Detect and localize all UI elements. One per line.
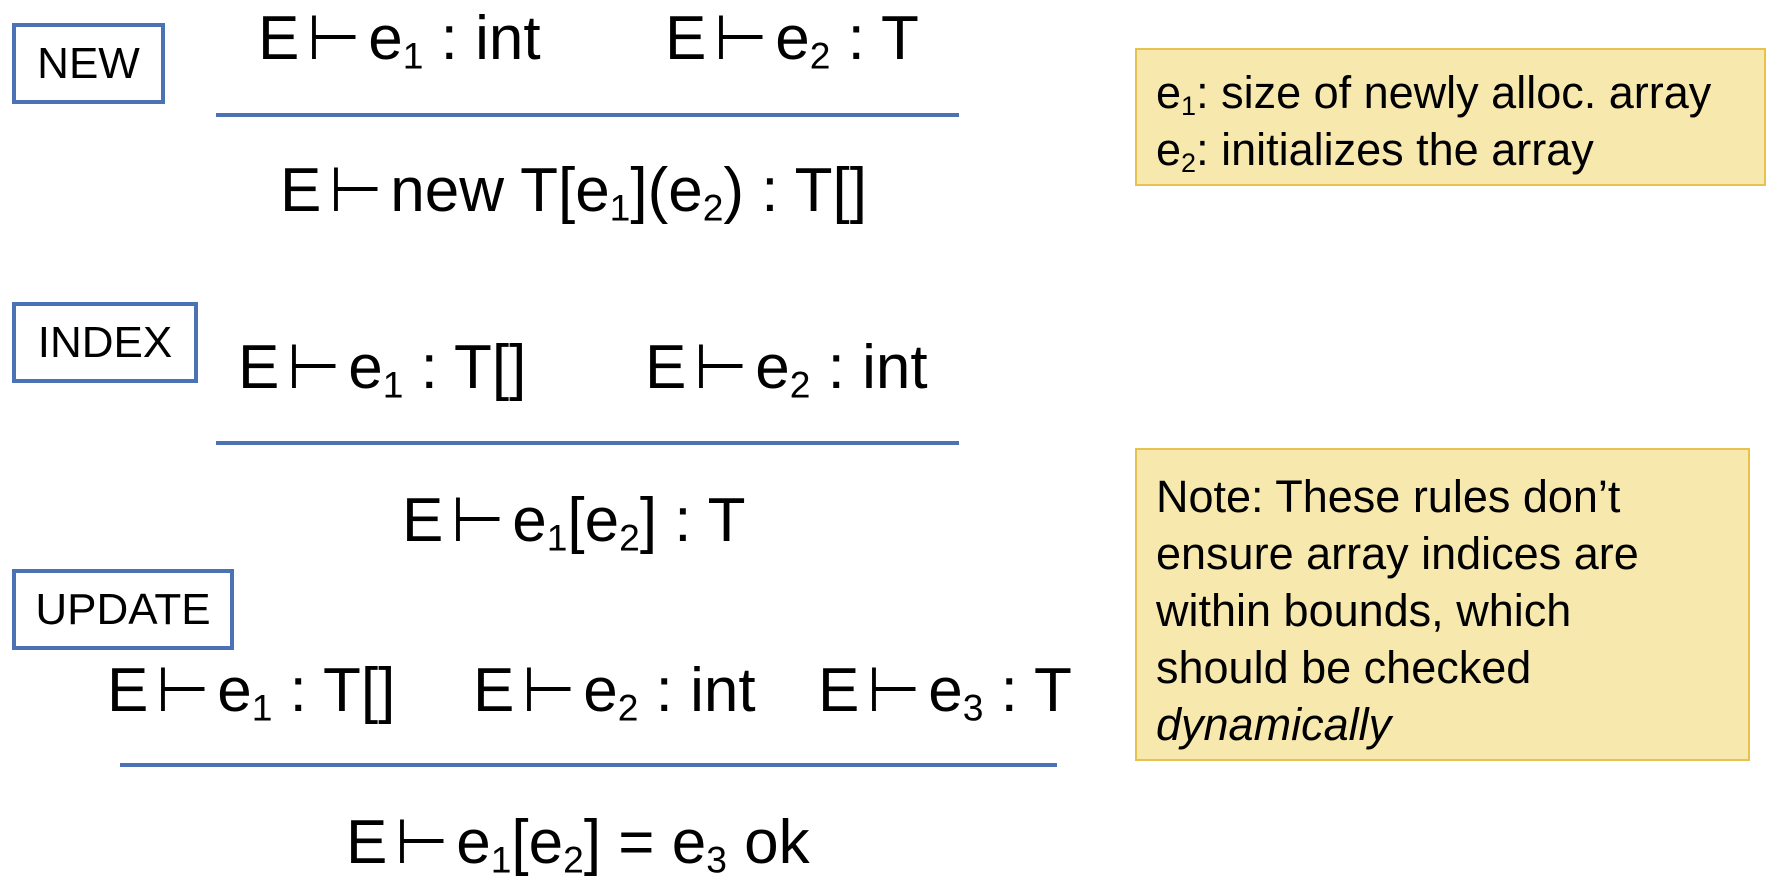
new-premise-2: E ⊢ $e_2$ : T xyxy=(665,4,919,77)
note-bounds-line-2: ensure array indices are xyxy=(1156,528,1639,579)
new-premise-1: E ⊢ $e_1$ : int xyxy=(258,4,541,77)
note-bounds-line-4: should be checked xyxy=(1156,642,1532,693)
note-bounds-line-3: within bounds, which xyxy=(1156,585,1572,636)
update-premise-2: E ⊢ $e_2$ : int xyxy=(473,656,756,729)
note-bounds-line-5: dynamically xyxy=(1156,699,1392,750)
note-e1-line: $e_1$: size of newly alloc. array xyxy=(1156,67,1712,121)
update-premise-1: E ⊢ $e_1$ : T[] xyxy=(107,656,396,729)
new-rule-line xyxy=(216,113,959,117)
update-premise-3: E ⊢ $e_3$ : T xyxy=(818,656,1072,729)
rule-label-update: UPDATE xyxy=(12,569,234,650)
new-conclusion: E ⊢ new $T[e_1](e_2)$ : T[] xyxy=(280,156,867,229)
index-premise-1: E ⊢ $e_1$ : T[] xyxy=(238,333,527,406)
index-rule-line xyxy=(216,441,959,445)
rule-label-new: NEW xyxy=(12,23,165,104)
note-bounds-line-1: Note: These rules don’t xyxy=(1156,471,1621,522)
note-array-args xyxy=(1135,48,1766,186)
update-conclusion: E ⊢ $e_1[e_2] = e_3$ ok xyxy=(346,808,810,881)
index-conclusion: E ⊢ $e_1[e_2]$ : T xyxy=(402,486,746,559)
rule-label-index: INDEX xyxy=(12,302,198,383)
note-e2-line: $e_2$: initializes the array xyxy=(1156,124,1594,178)
index-premise-2: E ⊢ $e_2$ : int xyxy=(645,333,928,406)
note-bounds xyxy=(1135,448,1750,761)
update-rule-line xyxy=(120,763,1057,767)
